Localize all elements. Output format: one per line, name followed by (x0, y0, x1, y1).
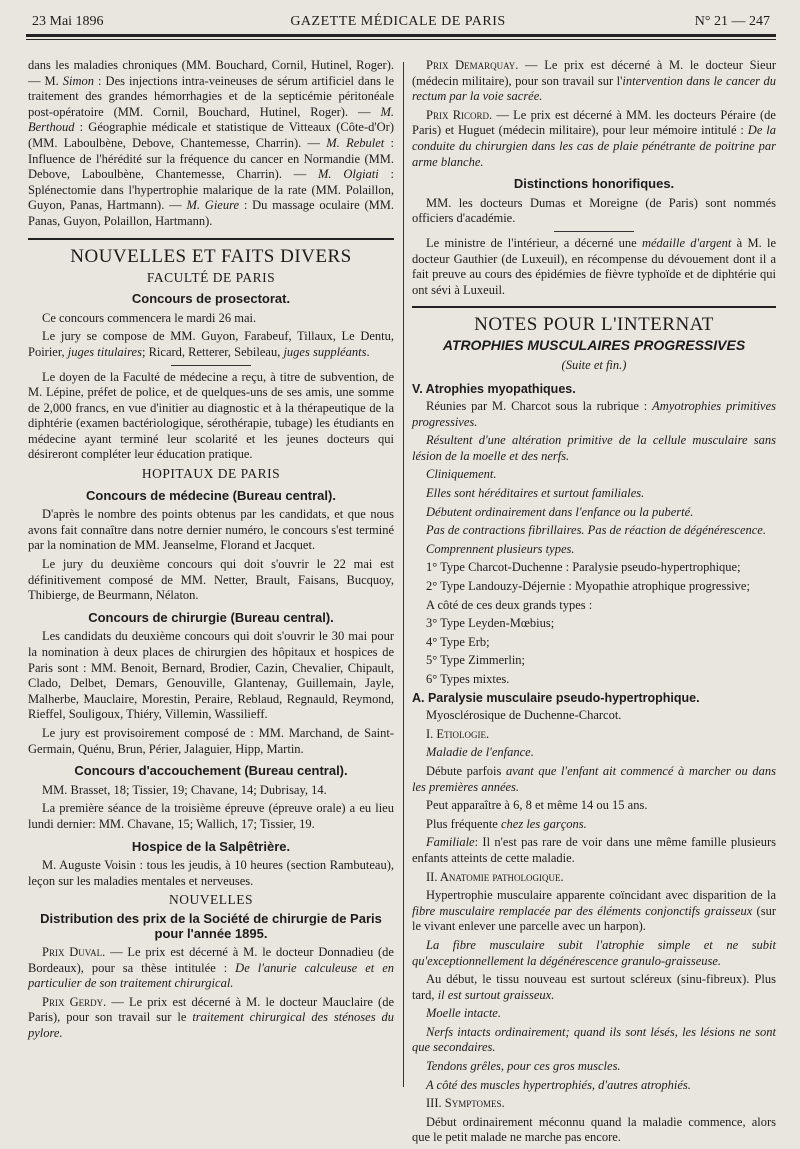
salpetriere-heading: Hospice de la Salpêtrière. (131, 838, 291, 854)
chirurgie-heading: Concours de chirurgie (Bureau central). (88, 609, 334, 625)
maladie-enfance: Maladie de l'enfance. (426, 745, 534, 760)
cliniquement: Cliniquement. (426, 467, 497, 482)
accouchement-heading: Concours d'accouchement (Bureau central). (74, 763, 348, 779)
ministre-paragraph: Le ministre de l'intérieur, a décerné une médaille d'argent à M. le docteur Gauthier (de Luxeuil), en récompense du dévouement dont il a fait preuve au cours des épidémies de fièvre typhoïde et de diphtérie qui ont sévi à Luxeuil. (412, 235, 776, 297)
left-column (28, 58, 394, 1044)
distribution-heading: Distribution des prix de la Société de chirurgie de Paris pour l'année 1895. (40, 910, 382, 941)
type-1: 1° Type Charcot-Duchenne : Paralysie pseudo-hypertrophique; (426, 560, 741, 575)
medecine-p1: D'après le nombre des points obtenus par les candidats, et que nous avons fait connaître dans notre dernier numéro, le concours s'est terminé par la nomination de MM. Jeanselme, Florand et Jacquet. (28, 507, 394, 553)
section-rule-right (412, 306, 776, 308)
peut-apparaitre: Peut apparaître à 6, 8 et même 14 ou 15 ans. (426, 798, 648, 813)
type-5: 5° Type Zimmerlin; (426, 653, 526, 668)
distinctions-heading: Distinctions honorifiques. (513, 176, 675, 192)
accouchement-p1: MM. Brasset, 18; Tissier, 19; Chavane, 14; Dubrisay, 14. (42, 782, 327, 797)
elles: Elles sont héréditaires et surtout familiales. (426, 486, 645, 501)
a-cote-muscles: A côté des muscles hypertrophiés, d'autres atrophiés. (426, 1077, 691, 1092)
fibre-musculaire: La fibre musculaire subit l'atrophie simple et ne subit qu'exceptionnellement la dégénérescence granulo-graisseuse. (412, 937, 776, 968)
anatomie-heading: II. Anatomie pathologique. (426, 869, 564, 884)
medecine-p2: Le jury du deuxième concours qui doit s'ouvrir le 22 mai est définitivement composé de MM. Netter, Brault, Faisans, Bucquoy, Thibierge, de Beurmann, Nélaton. (28, 557, 394, 603)
issue-date: 23 Mai 1896 (32, 14, 104, 29)
atrophies-heading: V. Atrophies myopathiques. (412, 381, 576, 396)
paralysie-heading: A. Paralysie musculaire pseudo-hypertrophique. (412, 690, 700, 705)
page-number: N° 21 — 247 (694, 14, 770, 29)
prosectorat-heading: Concours de prosectorat. (131, 291, 291, 307)
distinctions-p1: MM. les docteurs Dumas et Moreigne (de Paris) sont nommés officiers d'académie. (412, 195, 776, 226)
hopitaux-heading: HOPITAUX DE PARIS (141, 466, 281, 482)
prix-gerdy: Prix Gerdy. — Le prix est décerné à M. le docteur Mauclaire (de Paris), pour son travail sur le traitement chirurgical des sténoses du pylore. (28, 994, 394, 1040)
salpetriere-p1: M. Auguste Voisin : tous les jeudis, à 10 heures (section Rambuteau), leçon sur les maladies mentales et nerveuses. (28, 858, 394, 888)
prix-duval: Prix Duval. — Le prix est décerné à M. le docteur Donnadieu (de Bordeaux), pour sa thèse intitulée : De l'anurie calculeuse et en particulier de son traitement chirurgical. (28, 944, 394, 991)
header-rule-thin (26, 39, 776, 40)
faculte-heading: FACULTÉ DE PARIS (146, 269, 276, 285)
header-rule (26, 34, 776, 37)
subvention-paragraph: Le doyen de la Faculté de médecine a reçu, à titre de subvention, de M. Lépine, préfet de police, et de quelques-uns de ses amis, une somme de 2,000 francs, en vue d'initier au diagnostic et à la thérapeutique de la diphtérie (examen bactériologique, sérothérapie, tubage) les étudiants en médecine ayant terminé leur scolarité et les jeunes docteurs qui désireront compléter leur éducation pratique. (28, 369, 394, 462)
plus-frequente: Plus fréquente chez les garçons. (426, 816, 587, 831)
debute-parfois: Débute parfois avant que l'enfant ait commencé à marcher ou dans les premières années. (412, 763, 776, 794)
symptomes-heading: III. Symptomes. (426, 1096, 505, 1111)
pas-contractions: Pas de contractions fibrillaires. Pas de réaction de dégénérescence. (426, 523, 766, 538)
hypertrophie: Hypertrophie musculaire apparente coïncidant avec disparition de la fibre musculaire remplacée par des éléments conjonctifs graisseux (sur le vivant enlever une parcelle avec un harpon). (412, 888, 776, 934)
nerfs-intacts: Nerfs intacts ordinairement; quand ils sont lésés, les lésions ne sont que secondaires. (412, 1024, 776, 1055)
intro-paragraph: dans les maladies chroniques (MM. Bouchard, Cornil, Hutinel, Roger). — M. Simon : Des injections intra-veineuses de sérum artificiel dans le traitement des grandes hémorrhagies et de la septicémie péritonéale post-opératoire (MM. Cornil, Bouchard, Hutinel, Roger). — M. Berthoud : Géographie médicale et statistique de Vitteaux (Côte-d'Or) (MM. Laboulbène, Debove, Chantemesse, Charrin). — M. Rebulet : Influence de l'hérédité sur la fréquence du cancer en Normandie (MM. Debove, Laboulbène, Chantemesse, Charrin). — M. Olgiati : Splénectomie dans l'hypertrophie malarique de la rate (MM. Polaillon, Guyon, Panas, Hartmann). — M. Gieure : Du massage oculaire (MM. Panas, Guyon, Polaillon, Hartmann). (28, 58, 394, 228)
prix-demarquay: Prix Demarquay. — Le prix est décerné à M. le docteur Sieur (médecin militaire), pour son travail sur l'intervention dans le cancer du rectum par la voie sacrée. (412, 58, 777, 104)
nouvelles-subheading: NOUVELLES (169, 892, 253, 908)
type-2: 2° Type Landouzy-Déjernie : Myopathie atrophique progressive; (426, 579, 750, 594)
type-3: 3° Type Leyden-Mœbius; (426, 616, 555, 631)
prosectorat-p1: Ce concours commencera le mardi 26 mai. (42, 310, 257, 325)
right-column (412, 58, 776, 1149)
debutent: Débutent ordinairement dans l'enfance ou la puberté. (426, 504, 694, 519)
prix-ricord: Prix Ricord. — Le prix est décerné à MM. les docteurs Péraire (de Paris) et Huguet (médecin militaire), pour leur mémoire intitulé : De la conduite du chirurgien dans les cas de plaie pénétrante de poitrine par arme blanche. (412, 107, 776, 169)
notes-heading: NOTES POUR L'INTERNAT (474, 314, 714, 336)
moelle-intacte: Moelle intacte. (426, 1006, 501, 1021)
prosectorat-p2: Le jury se compose de MM. Guyon, Farabeuf, Tillaux, Le Dentu, Poirier, juges titulaires; Ricard, Retterer, Sebileau, juges suppléants. (28, 329, 394, 359)
myosclerosique: Myosclérosique de Duchenne-Charcot. (426, 708, 622, 723)
suite-note: (Suite et fin.) (561, 357, 627, 372)
chirurgie-p1: Les candidats du deuxième concours qui doit s'ouvrir le 30 mai pour la nomination à deux places de chirurgien des hôpitaux et hospices de Paris sont : MM. Benoit, Bernard, Brodier, Cazin, Chevalier, Chipault, Clado, Delbet, Demars, Genouville, Glantenay, Guillemain, Jayle, Malherbe, Mauclaire, Morestin, Peraire, Reblaud, Regnauld, Reymond, Rieffel, Souligoux, Thiéry, Villemin, Wassilieff. (28, 629, 394, 722)
journal-title: GAZETTE MÉDICALE DE PARIS (290, 14, 506, 29)
resultent: Résultent d'une altération primitive de la cellule musculaire sans lésion de la moelle et des nerfs. (412, 433, 776, 463)
short-rule-right (554, 231, 634, 232)
a-cote: A côté de ces deux grands types : (426, 597, 593, 612)
debut-meconnu: Début ordinairement méconnu quand la maladie commence, alors que le petit malade ne marche pas encore. (412, 1114, 776, 1145)
tendons-greles: Tendons grêles, pour ces gros muscles. (426, 1059, 621, 1074)
comprennent: Comprennent plusieurs types. (426, 541, 575, 556)
reunies: Réunies par M. Charcot sous la rubrique : Amyotrophies primitives progressives. (412, 399, 777, 429)
familiale: Familiale: Il n'est pas rare de voir dans une même famille plusieurs enfants atteints de cette maladie. (412, 835, 776, 865)
short-rule (171, 365, 251, 366)
medecine-heading: Concours de médecine (Bureau central). (86, 487, 336, 503)
chirurgie-p2: Le jury est provisoirement composé de : MM. Marchand, de Saint-Germain, Quénu, Brun, Périer, Jalaguier, Hipp, Martin. (28, 725, 394, 756)
etiologie-heading: I. Etiologie. (426, 726, 490, 741)
nouvelles-heading: NOUVELLES ET FAITS DIVERS (70, 245, 352, 267)
section-rule (28, 238, 394, 240)
type-6: 6° Types mixtes. (426, 672, 510, 686)
notes-subheading: ATROPHIES MUSCULAIRES PROGRESSIVES (442, 337, 746, 354)
page-header (26, 12, 770, 34)
au-debut: Au début, le tissu nouveau est surtout scléreux (sinu-fibreux). Plus tard, il est surtout graisseux. (412, 972, 776, 1002)
type-4: 4° Type Erb; (426, 634, 490, 649)
column-divider (403, 62, 404, 1087)
accouchement-p2: La première séance de la troisième épreuve (épreuve orale) a eu lieu lundi dernier: MM. Chavane, 15; Wallich, 17; Tissier, 19. (28, 801, 394, 831)
